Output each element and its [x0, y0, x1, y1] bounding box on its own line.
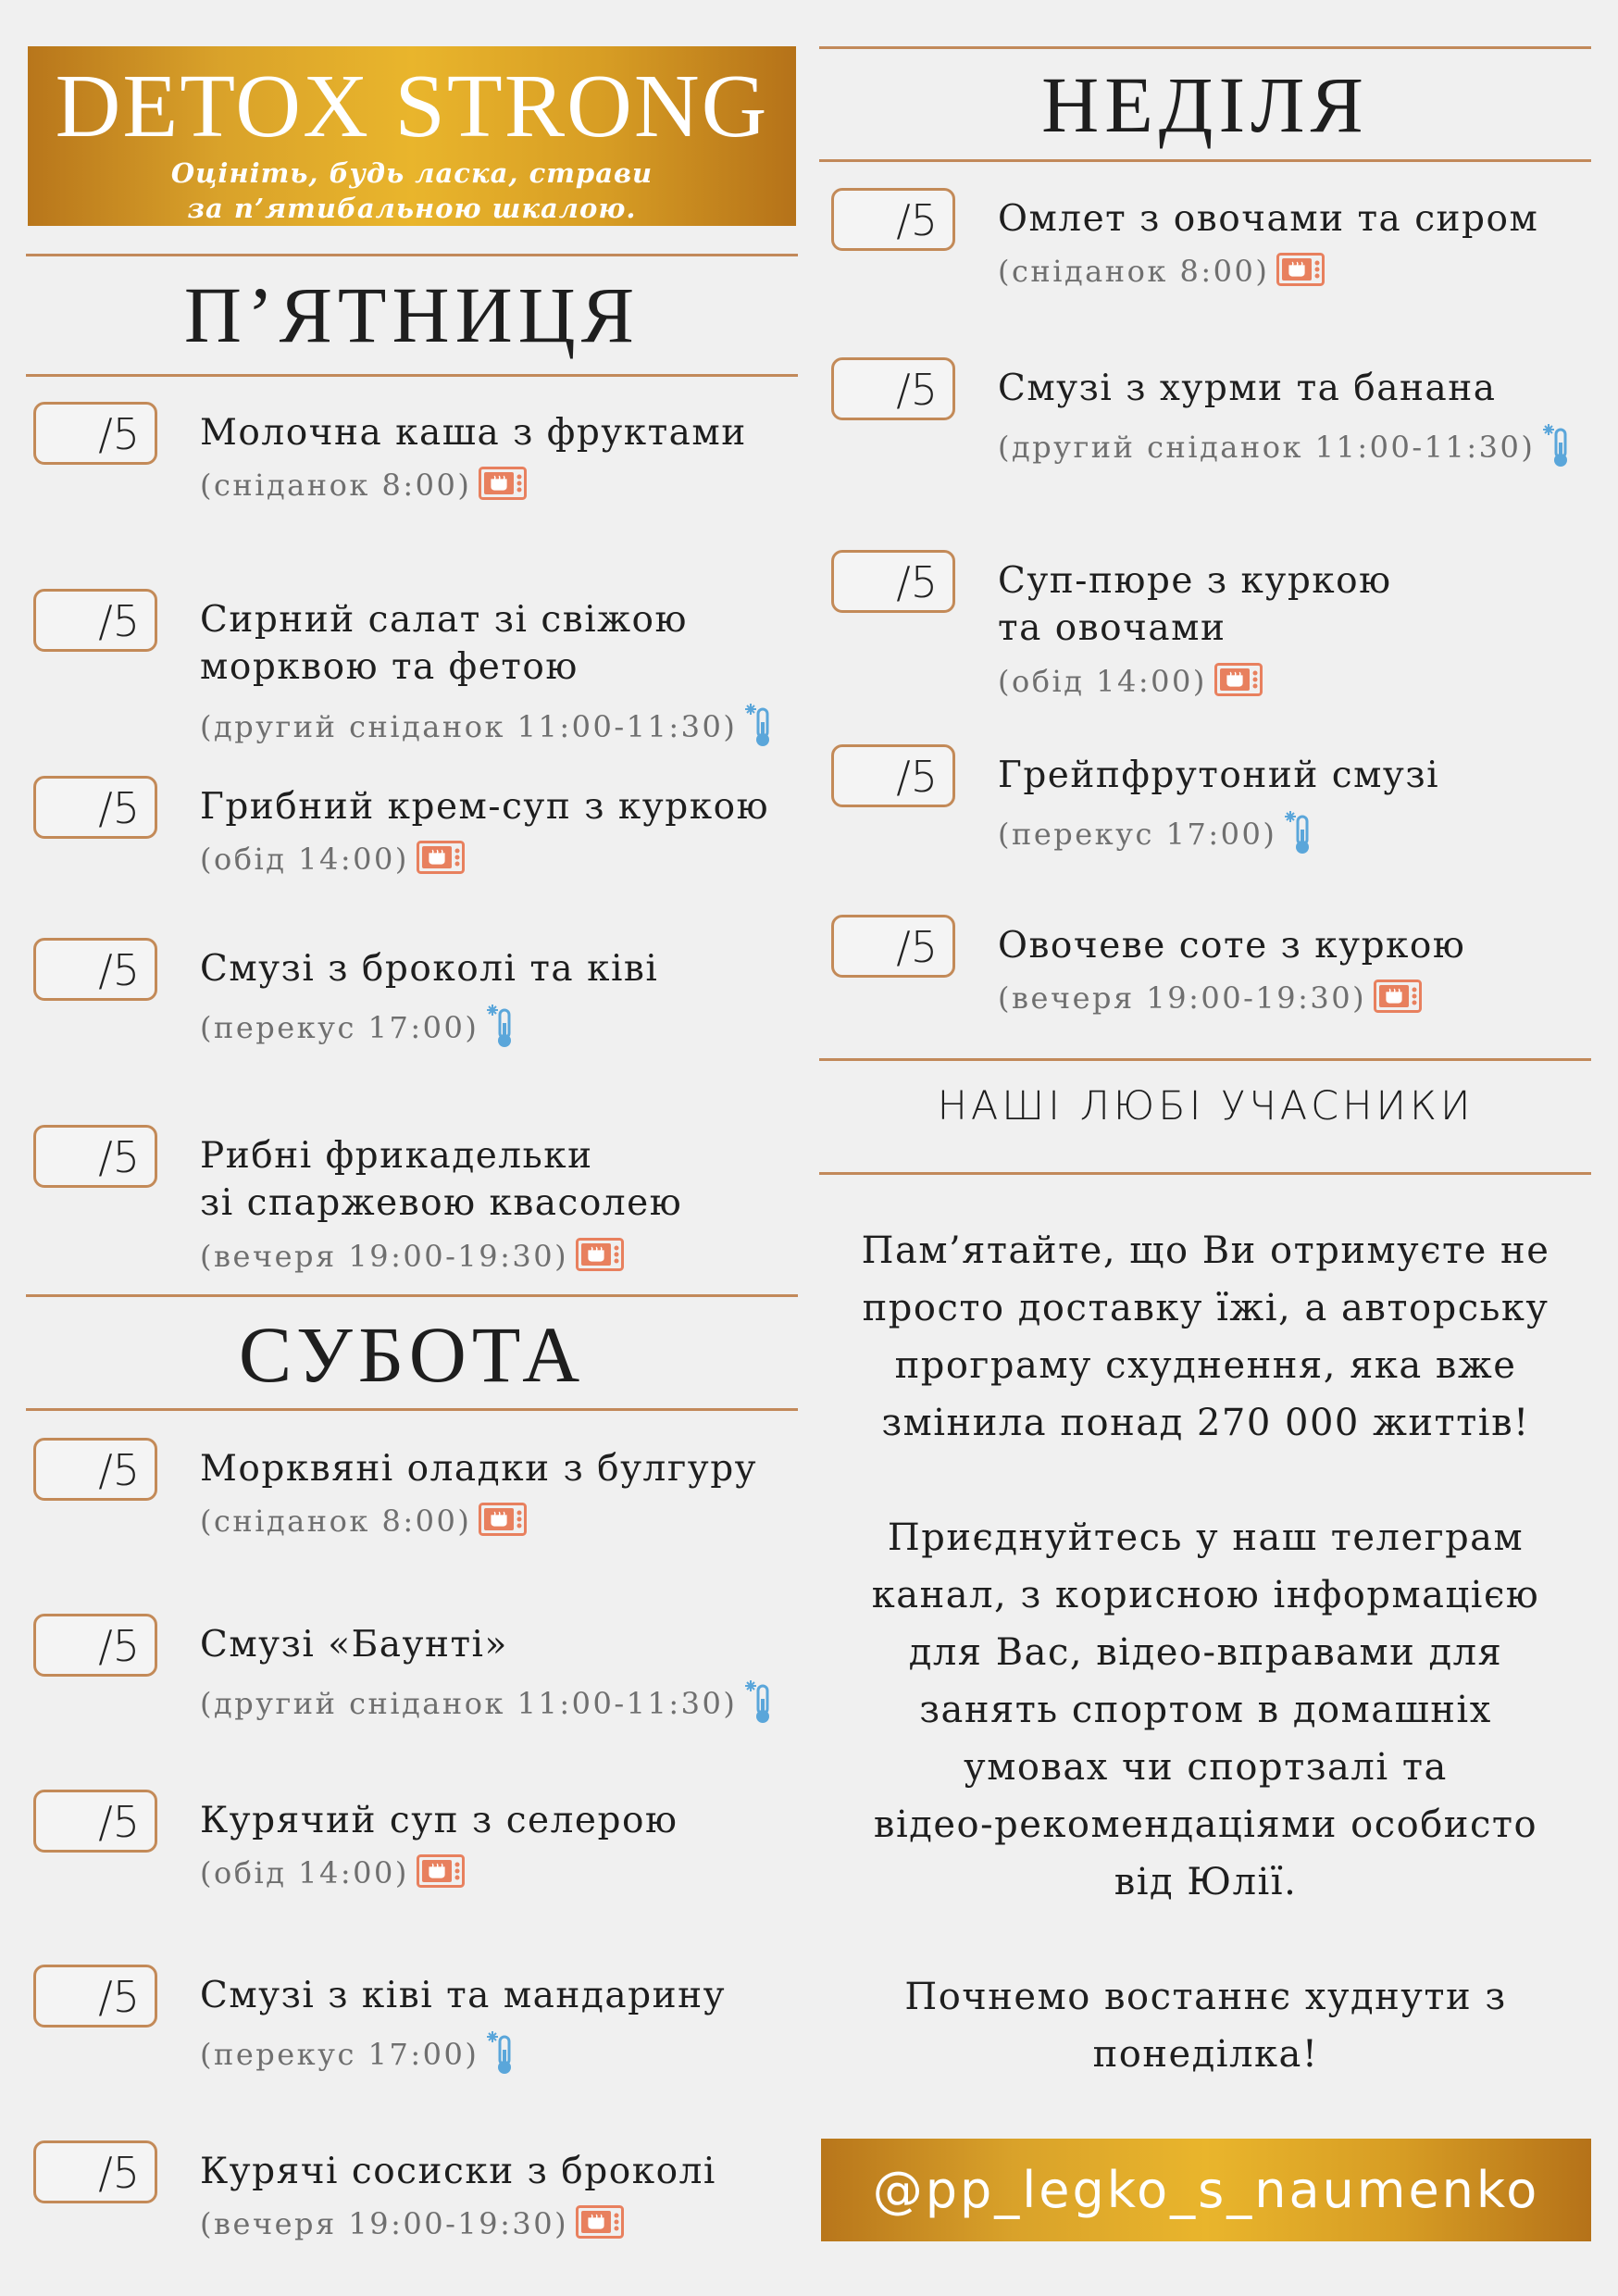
meal-time: (вечеря 19:00-19:30) — [200, 1238, 624, 1279]
meal-item — [831, 357, 1590, 496]
meal-name: Смузі з хурми та банана — [998, 368, 1497, 409]
meal-name: Смузі з ківі та мандарину — [200, 1975, 727, 2016]
rating-input[interactable] — [831, 188, 955, 251]
rating-input[interactable] — [33, 1125, 157, 1188]
rating-scale-label: /5 — [98, 1445, 140, 1495]
meal-time: (обід 14:00) — [200, 1854, 465, 1896]
instagram-handle-link[interactable]: @pp_legko_s_naumenko — [821, 2139, 1591, 2241]
meal-item — [33, 1125, 792, 1274]
paragraph-closing: Почнемо востаннє худнути з понеділка! — [904, 1976, 1507, 2076]
brand-banner — [28, 46, 796, 226]
meal-item — [33, 1614, 792, 1753]
meal-name: Омлет з овочами та сиром — [998, 198, 1539, 240]
rating-input[interactable] — [33, 402, 157, 465]
rating-scale-label: /5 — [98, 409, 140, 459]
meal-name: Молочна каша з фруктами — [200, 412, 747, 454]
microwave-icon — [1374, 980, 1422, 1021]
divider — [819, 159, 1591, 162]
meal-item — [33, 2140, 792, 2279]
paragraph-telegram: Приєднуйтесь у наш телеграм канал, з корисною інформацією для Вас, відео-вправами для занять спортом в домашніх умовах чи спортзалі та відео-рекомендаціями особисто від Юлії. — [871, 1516, 1540, 1903]
meal-item — [33, 1790, 792, 1928]
rating-scale-label: /5 — [98, 2148, 140, 2198]
microwave-icon — [576, 1238, 624, 1279]
microwave-icon — [1276, 253, 1325, 294]
rating-scale-label: /5 — [98, 1132, 140, 1182]
meal-item — [831, 744, 1590, 883]
rating-input[interactable] — [33, 2140, 157, 2203]
rating-scale-label: /5 — [98, 1972, 140, 2022]
rating-scale-label: /5 — [98, 945, 140, 995]
rating-input[interactable] — [831, 550, 955, 613]
day-title-friday: П’ЯТНИЦЯ — [183, 270, 641, 359]
members-text — [824, 1222, 1587, 2140]
meal-item — [831, 915, 1590, 1054]
brand-title: DETOX STRONG — [55, 56, 769, 156]
cold-thermometer-icon — [486, 1003, 521, 1057]
divider — [26, 1408, 798, 1411]
microwave-icon — [1214, 663, 1263, 705]
meal-time: (сніданок 8:00) — [200, 1503, 527, 1544]
cold-thermometer-icon — [744, 702, 779, 756]
rating-scale-label: /5 — [896, 195, 938, 245]
meal-time: (другий сніданок 11:00-11:30) — [998, 422, 1577, 477]
meal-time: (перекус 17:00) — [200, 2029, 521, 2084]
divider — [819, 46, 1591, 49]
rating-input[interactable] — [831, 744, 955, 807]
cold-thermometer-icon — [1542, 422, 1577, 477]
meal-item — [831, 550, 1590, 699]
meal-name: Грибний крем-суп з куркою — [200, 786, 770, 828]
divider — [26, 1294, 798, 1297]
meal-time: (другий сніданок 11:00-11:30) — [200, 702, 779, 756]
meal-name: Смузі «Баунті» — [200, 1624, 508, 1666]
meal-name: Курячі сосиски з броколі — [200, 2151, 716, 2192]
meal-time: (перекус 17:00) — [998, 809, 1319, 864]
members-title: НАШІ ЛЮБІ УЧАСНИКИ — [937, 1083, 1475, 1129]
paragraph-program: Пам’ятайте, що Ви отримуєте не просто доставку їжі, а авторську програму схуднення, яка вже змінила понад 270 000 життів! — [861, 1229, 1550, 1444]
meal-name: Смузі з броколі та ківі — [200, 948, 659, 990]
rating-scale-label: /5 — [896, 365, 938, 415]
rating-scale-label: /5 — [896, 922, 938, 972]
rating-input[interactable] — [33, 938, 157, 1001]
meal-name: Морквяні оладки з булгуру — [200, 1448, 758, 1490]
microwave-icon — [417, 841, 465, 882]
meal-time: (обід 14:00) — [998, 663, 1263, 705]
cold-thermometer-icon — [744, 1678, 779, 1733]
meal-item — [831, 188, 1590, 327]
rating-input[interactable] — [33, 776, 157, 839]
rating-input[interactable] — [33, 1438, 157, 1501]
meal-item — [33, 776, 792, 915]
meal-name: Сирний салат зі свіжою — [200, 599, 688, 641]
cold-thermometer-icon — [1284, 809, 1319, 864]
rating-scale-label: /5 — [896, 752, 938, 802]
meal-name: Грейпфрутоний смузі — [998, 755, 1440, 796]
meal-name-line2: морквою та фетою — [200, 646, 579, 688]
meal-name-line2: зі спаржевою квасолею — [200, 1182, 683, 1224]
meal-time: (перекус 17:00) — [200, 1003, 521, 1057]
meal-time: (вечеря 19:00-19:30) — [998, 980, 1422, 1021]
rating-input[interactable] — [33, 1614, 157, 1677]
meal-name: Рибні фрикадельки — [200, 1135, 593, 1177]
rating-input[interactable] — [33, 1965, 157, 2028]
meal-name: Овочеве соте з куркою — [998, 925, 1466, 967]
rating-input[interactable] — [33, 1790, 157, 1853]
rating-scale-label: /5 — [98, 596, 140, 646]
meal-name-line2: та овочами — [998, 607, 1226, 649]
meal-time: (сніданок 8:00) — [998, 253, 1325, 294]
meal-name: Суп-пюре з куркою — [998, 560, 1392, 602]
rating-input[interactable] — [831, 915, 955, 978]
cold-thermometer-icon — [486, 2029, 521, 2084]
rating-scale-label: /5 — [98, 783, 140, 833]
microwave-icon — [576, 2205, 624, 2247]
rating-input[interactable] — [831, 357, 955, 420]
microwave-icon — [417, 1854, 465, 1896]
meal-item — [33, 402, 792, 541]
divider — [26, 374, 798, 377]
meal-item — [33, 1438, 792, 1577]
rating-scale-label: /5 — [896, 557, 938, 607]
rating-scale-label: /5 — [98, 1621, 140, 1671]
brand-subtitle-line2: за п’ятибальною шкалою. — [187, 193, 637, 224]
brand-subtitle-line1: Оцініть, будь ласка, страви — [170, 157, 653, 189]
rating-scale-label: /5 — [98, 1797, 140, 1847]
divider — [819, 1172, 1591, 1175]
meal-item — [33, 938, 792, 1077]
meal-name: Курячий суп з селерою — [200, 1800, 678, 1841]
meal-item — [33, 1965, 792, 2103]
day-title-saturday: СУБОТА — [238, 1310, 586, 1399]
divider — [819, 1058, 1591, 1061]
meal-time: (вечеря 19:00-19:30) — [200, 2205, 624, 2247]
day-title-sunday: НЕДІЛЯ — [1041, 60, 1369, 149]
rating-input[interactable] — [33, 589, 157, 652]
meal-time: (другий сніданок 11:00-11:30) — [200, 1678, 779, 1733]
meal-item — [33, 589, 792, 744]
microwave-icon — [479, 467, 527, 508]
meal-time: (обід 14:00) — [200, 841, 465, 882]
divider — [26, 254, 798, 256]
meal-time: (сніданок 8:00) — [200, 467, 527, 508]
microwave-icon — [479, 1503, 527, 1544]
